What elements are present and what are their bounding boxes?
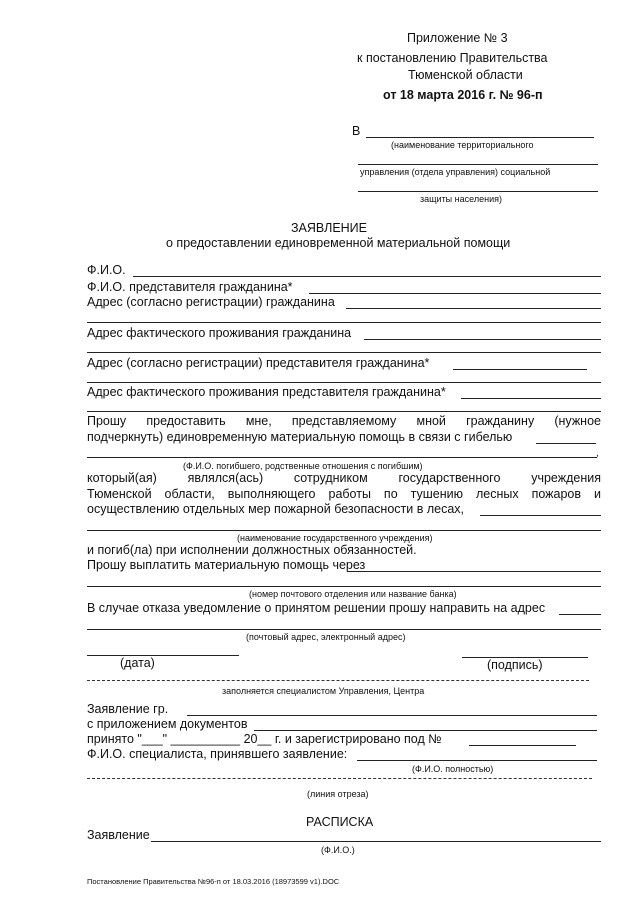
appendix-region: Тюменской области — [408, 68, 523, 82]
addressee-hint-1: (наименование территориального — [391, 140, 534, 150]
office-accepted-label: принято "___" __________ 20__ г. и зарегистрировано под № — [87, 732, 442, 746]
request-line-4: Тюменской области, выполняющего работы по тушению лесных пожаров и — [87, 487, 601, 501]
date-line — [87, 655, 239, 656]
appendix-number: Приложение № 3 — [407, 31, 508, 45]
bank-line-1 — [347, 571, 601, 572]
office-filled-by: заполняется специалистом Управления, Центра — [222, 686, 425, 696]
cut-line — [87, 778, 592, 779]
rep-actual-address-line — [461, 398, 601, 399]
document-subtitle: о предоставлении единовременной материальной помощи — [166, 236, 511, 250]
deceased-line-1 — [536, 443, 596, 444]
appendix-resolution: к постановлению Правительства — [357, 51, 548, 65]
receipt-fio-line — [151, 841, 601, 842]
institution-line-2 — [87, 530, 601, 531]
addressee-line-2 — [358, 164, 598, 165]
addressee-prefix: В — [352, 124, 361, 138]
office-registration-line — [469, 745, 576, 746]
notify-address-line-1 — [559, 614, 601, 615]
request-line-6: и погиб(ла) при исполнении должностных обязанностей. — [87, 543, 417, 557]
request-line-1: Прошу предоставить мне, представляемому мной гражданину (нужное — [87, 414, 601, 428]
addressee-line-3 — [358, 191, 598, 192]
office-application-line — [187, 715, 597, 716]
actual-address-label: Адрес фактического проживания гражданина — [87, 326, 352, 340]
office-divider — [87, 680, 589, 681]
rep-actual-address-label: Адрес фактического проживания представителя гражданина* — [87, 385, 446, 399]
rep-reg-address-line — [453, 369, 587, 370]
bank-line-2 — [87, 586, 601, 587]
deceased-line-2 — [87, 457, 597, 458]
rep-actual-address-line-2 — [87, 411, 601, 412]
office-specialist-label: Ф.И.О. специалиста, принявшего заявление: — [87, 747, 348, 761]
fio-line — [133, 276, 601, 277]
signature-label: (подпись) — [487, 658, 543, 672]
request-line-2: подчеркнуть) единовременную материальную помощь в связи с гибелью — [87, 430, 513, 444]
receipt-fio-hint: (Ф.И.О.) — [321, 845, 355, 855]
fio-label: Ф.И.О. — [87, 263, 126, 277]
reg-address-line-2 — [87, 322, 601, 323]
rep-reg-address-line-2 — [87, 382, 601, 383]
rep-fio-line — [309, 293, 601, 294]
deceased-hint: (Ф.И.О. погибшего, родственные отношения с погибшим) — [183, 461, 423, 471]
institution-hint: (наименование государственного учреждения) — [237, 533, 433, 543]
notify-address-line-2 — [87, 629, 601, 630]
addressee-line-1 — [366, 137, 594, 138]
rep-reg-address-label: Адрес (согласно регистрации) представителя гражданина* — [87, 356, 430, 370]
receipt-title: РАСПИСКА — [306, 815, 374, 829]
document-title: ЗАЯВЛЕНИЕ — [291, 221, 368, 235]
request-line-5: осуществлению отдельных мер пожарной безопасности в лесах, — [87, 502, 464, 516]
actual-address-line — [364, 339, 601, 340]
date-label: (дата) — [120, 656, 155, 670]
footer-document: Постановление Правительства №96-п от 18.03.2016 (18973599 v1).DOC — [87, 877, 340, 886]
bank-hint: (номер почтового отделения или название банка) — [249, 589, 457, 599]
notify-address-hint: (почтовый адрес, электронный адрес) — [246, 632, 406, 642]
office-application-label: Заявление гр. — [87, 702, 169, 716]
reg-address-line — [346, 308, 601, 309]
office-fullname-hint: (Ф.И.О. полностью) — [412, 764, 494, 774]
office-specialist-line — [357, 760, 597, 761]
appendix-date-number: от 18 марта 2016 г. № 96-п — [383, 88, 543, 102]
reg-address-label: Адрес (согласно регистрации) гражданина — [87, 295, 335, 309]
addressee-hint-2: управления (отдела управления) социальной — [360, 167, 551, 177]
request-line-3: который(ая) являлся(ась) сотрудником государственного учреждения — [87, 471, 601, 485]
receipt-application-label: Заявление — [87, 828, 150, 842]
office-attachments-line — [254, 730, 597, 731]
addressee-hint-3: защиты населения) — [420, 194, 502, 204]
actual-address-line-2 — [87, 352, 601, 353]
request-line-8: В случае отказа уведомление о принятом решении прошу направить на адрес — [87, 601, 546, 615]
request-line-7: Прошу выплатить материальную помощь через — [87, 558, 366, 572]
office-attachments-label: с приложением документов — [87, 717, 248, 731]
cut-line-label: (линия отреза) — [307, 789, 369, 799]
rep-fio-label: Ф.И.О. представителя гражданина* — [87, 280, 293, 294]
institution-line-1 — [480, 515, 601, 516]
